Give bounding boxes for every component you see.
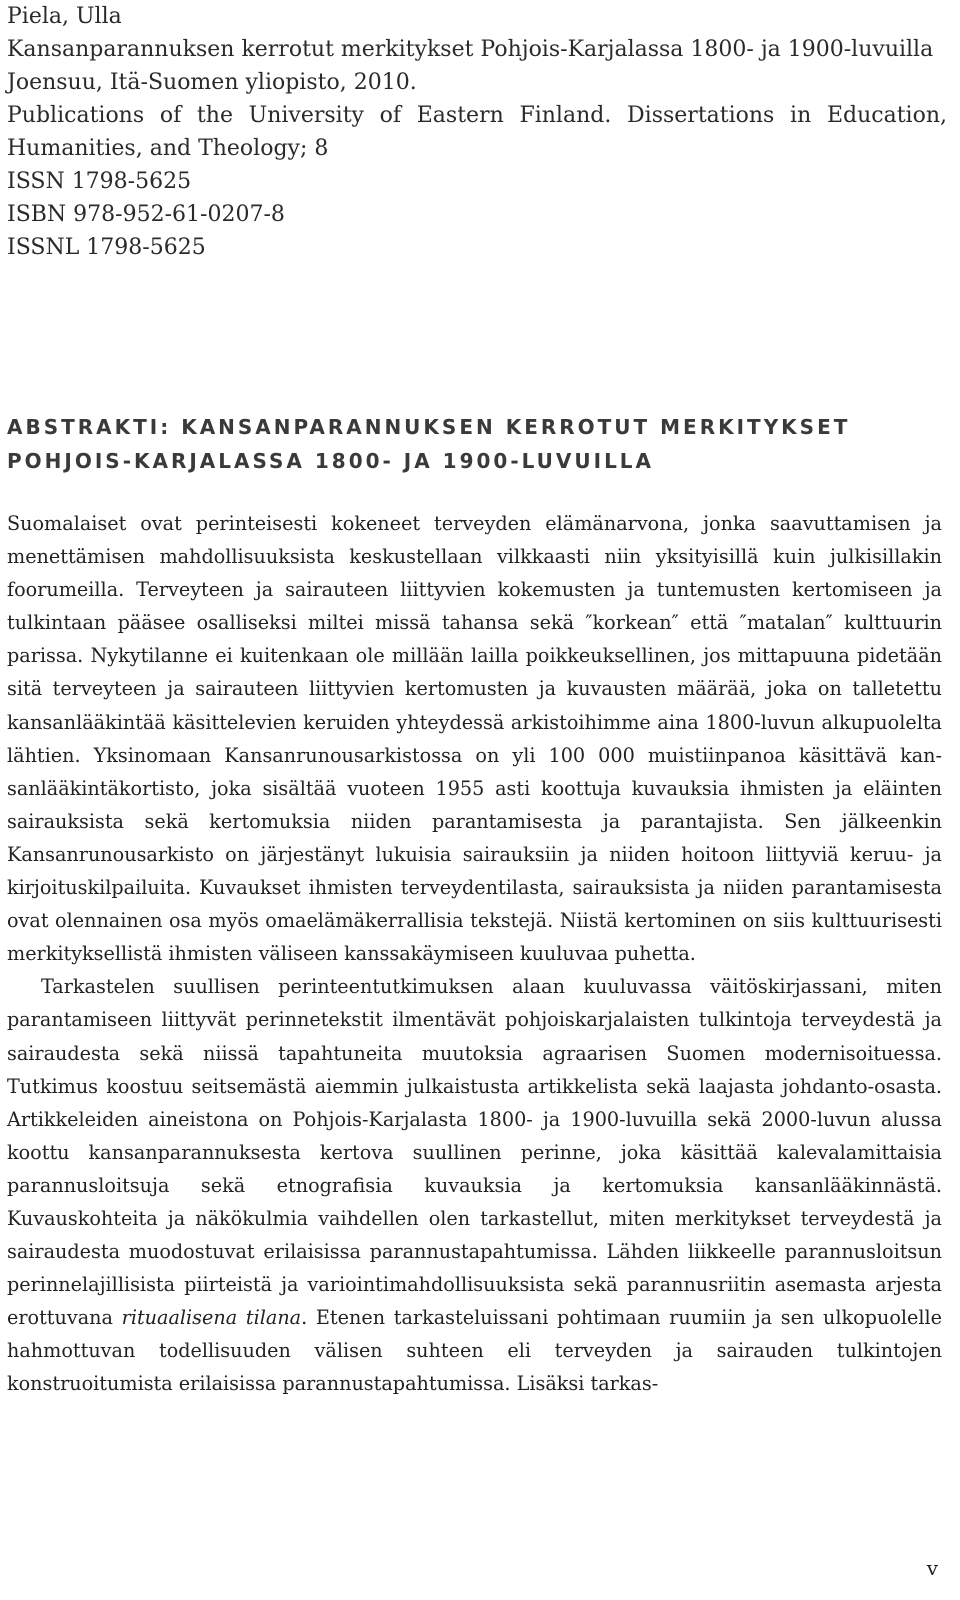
- work-title: Kansanparannuksen kerrotut merkitykset Pohjois-Karjalassa 1800- ja 1900-luvuilla: [7, 37, 934, 62]
- paragraph-2-text-start: Tarkastelen suullisen perinteentutkimuksen alaan kuuluvassa väitöskirjassani, miten parantamiseen liittyvät perinnetekstit ilmentävät pohjoiskarjalaisten tulkintoja terveydestä ja sairaudesta sekä niissä tapahtuneita muutoksia agraarisen Suomen modernisoituessa. Tutkimus koostuu seitsemästä aiemmin julkaistusta artikkelista sekä laajasta johdanto-osasta. Artikkeleiden aineistona on Pohjois-Karjalasta 1800- ja 1900-luvuilla sekä 2000-luvun alussa koottu kansanparannuksesta kertova suullinen perinne, joka käsittää kalevalamittaisia parannusloitsuja sekä etnografisia kuvauksia ja kertomuksia kansanlääkinnästä. Kuvauskohteita ja näkökulmia vaihdellen olen tarkastellut, miten merkitykset terveydestä ja sairaudesta muodostuvat erilaisissa parannustapahtumissa. Lähden liikkeelle parannusloitsun perinnelajillisista piirteistä ja variointimahdollisuuksista sekä parannusriitin asemasta arjesta erottuvana: [7, 975, 942, 1330]
- abstract-heading-line2: POHJOIS-KARJALASSA 1800- JA 1900-LUVUILLA: [7, 449, 655, 473]
- paragraph-2-italic-term: rituaalisena tilana: [121, 1306, 302, 1330]
- paragraph-2-text-end: . Etenen tarkasteluissani pohtimaan ruumiin ja sen ulkopuolelle hahmottuvan todellisuuden välisen suhteen eli terveyden ja sairauden tulkintojen konstruoitumista erilaisissa parannustapahtumissa. Lisäksi tarkas-: [7, 1306, 942, 1396]
- issn-line: ISSN 1798-5625: [7, 169, 192, 194]
- issnl-line: ISSNL 1798-5625: [7, 235, 206, 260]
- series-line: Publications of the University of Eastern Finland. Dissertations in Education, Humanities, and Theology; 8: [7, 103, 947, 161]
- page-number: v: [926, 1556, 938, 1580]
- author-name: Piela, Ulla: [7, 4, 122, 29]
- isbn-line: ISBN 978-952-61-0207-8: [7, 202, 285, 227]
- abstract-heading: [7, 410, 947, 478]
- abstract-heading-line1: ABSTRAKTI: KANSANPARANNUKSEN KERROTUT MERKITYKSET: [7, 415, 851, 439]
- publisher-line: Joensuu, Itä-Suomen yliopisto, 2010.: [7, 70, 417, 95]
- bibliographic-info: [7, 0, 947, 264]
- abstract-paragraph-1: Suomalaiset ovat perinteisesti kokeneet terveyden elämänarvona, jonka saavuttamisen ja menettämisen mahdollisuuksista keskustellaan vilkkaasti niin yksityisillä kuin julkisillakin foorumeilla. Terveyteen ja sairauteen liittyvien kokemusten ja tuntemusten kertomiseen ja tulkintaan pääsee osalliseksi miltei missä tahansa sekä ″korkean″ että ″matalan″ kulttuurin parissa. Nykytilanne ei kuitenkaan ole millään lailla poikkeuksellinen, jos mittapuuna pidetään sitä terveyteen ja sairauteen liittyvien kertomusten ja kuvausten määrää, joka on talletettu kansanlääkintää käsittelevien keruiden yhteydessä arkistoihimme aina 1800-luvun alkupuolelta lähtien. Yksinomaan Kansanrunousarkistossa on yli 100 000 muistiinpanoa käsittävä kansanlääkintäkortisto, joka sisältää vuoteen 1955 asti koottuja kuvauksia ihmisten ja eläinten sairauksista sekä kertomuksia niiden parantamisesta ja parantajista. Sen jälkeenkin Kansanrunousarkisto on järjestänyt lukuisia sairauksiin ja niiden hoitoon liittyviä keruu- ja kirjoituskilpailuita. Kuvaukset ihmisten terveydentilasta, sairauksista ja niiden parantamisesta ovat olennainen osa myös omaelämäkerrallisia tekstejä. Niistä kertominen on siis kulttuurisesti merkityksellistä ihmisten väliseen kanssakäymiseen kuuluvaa puhetta.: [7, 512, 942, 966]
- abstract-body: [7, 507, 942, 1401]
- abstract-paragraph-2: [7, 970, 942, 1400]
